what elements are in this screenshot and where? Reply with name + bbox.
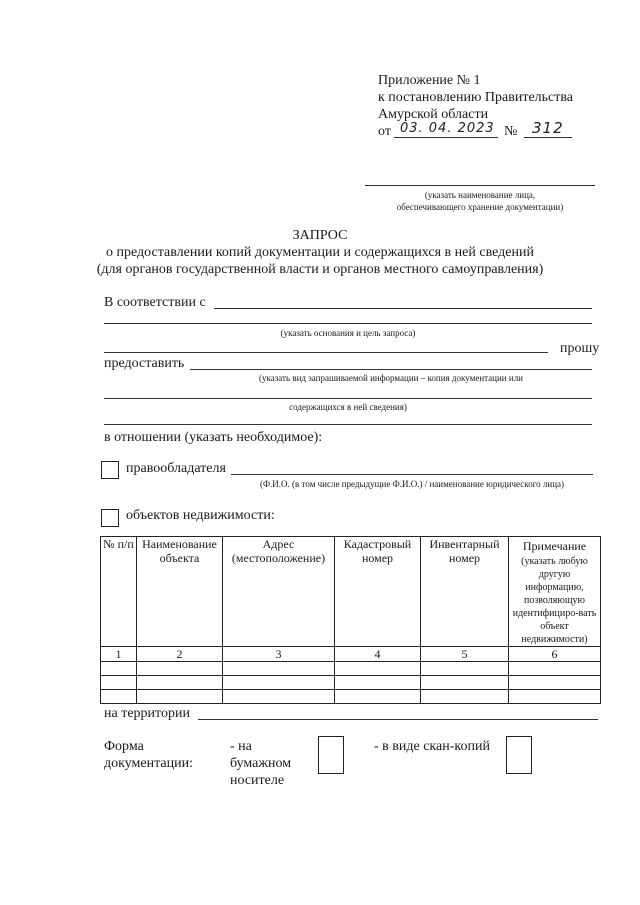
date-line xyxy=(394,137,498,138)
property-table xyxy=(100,536,601,704)
table-row xyxy=(101,676,601,690)
info-line-2[interactable] xyxy=(104,424,592,425)
form-label-2: документации: xyxy=(104,756,193,771)
paper-option-3: носителе xyxy=(230,773,285,788)
holder-hint: (Ф.И.О. (в том числе предыдущие Ф.И.О.) / наименование юридического лица) xyxy=(259,479,565,489)
recipient-line xyxy=(365,185,595,186)
doc-title: ЗАПРОС xyxy=(292,228,348,243)
col-index-3: 3 xyxy=(223,647,335,662)
holder-checkbox[interactable] xyxy=(101,461,119,479)
col-index-4: 4 xyxy=(335,647,421,662)
property-label: объектов недвижимости: xyxy=(126,508,275,523)
regarding-label: в отношении (указать необходимое): xyxy=(104,430,323,445)
number-prefix: № xyxy=(504,124,518,139)
col-header-number: № п/п xyxy=(101,537,137,647)
form-label-1: Форма xyxy=(104,739,144,754)
col-header-address: Адрес (местоположение) xyxy=(223,537,335,647)
basis-line-2[interactable] xyxy=(104,352,548,353)
col-index-2: 2 xyxy=(137,647,223,662)
col-header-cadastral: Кадастровый номер xyxy=(335,537,421,647)
col-header-note-cell xyxy=(509,537,601,647)
number-line xyxy=(524,137,572,138)
recipient-hint-2: обеспечивающего хранение документации) xyxy=(396,202,564,212)
accordance-label: В соответствии с xyxy=(104,295,206,310)
col-header-note-detail: (указать любую другую информацию, позволяющую идентифициро-вать объект недвижимости) xyxy=(512,556,597,645)
provide-line[interactable] xyxy=(190,369,592,370)
info-hint-1: (указать вид запрашиваемой информации – копия документации или xyxy=(258,373,523,383)
provide-label: предоставить xyxy=(104,356,185,371)
recipient-hint-1: (указать наименование лица, xyxy=(424,190,536,200)
number-value: 312 xyxy=(532,119,564,137)
territory-line[interactable] xyxy=(198,719,598,720)
scan-option: - в виде скан-копий xyxy=(374,739,490,754)
paper-checkbox[interactable] xyxy=(318,736,344,774)
accordance-line[interactable] xyxy=(214,308,592,309)
basis-line[interactable] xyxy=(104,323,592,324)
table-row xyxy=(101,662,601,676)
region-name: Амурской области xyxy=(378,107,489,122)
col-index-1: 1 xyxy=(101,647,137,662)
resolution-reference: к постановлению Правительства xyxy=(378,90,574,105)
date-prefix: от xyxy=(378,124,391,139)
appendix-number: Приложение № 1 xyxy=(378,73,481,88)
request-word: прошу xyxy=(560,341,600,356)
basis-hint: (указать основания и цель запроса) xyxy=(280,328,416,338)
property-checkbox[interactable] xyxy=(101,509,119,527)
info-hint-2: содержащихся в ней сведения) xyxy=(289,402,407,412)
paper-option-2: бумажном xyxy=(230,756,292,771)
col-index-5: 5 xyxy=(421,647,509,662)
territory-label: на территории xyxy=(104,706,190,721)
holder-label: правообладателя xyxy=(126,461,226,476)
table-row xyxy=(101,690,601,704)
paper-option-1: - на xyxy=(230,739,252,754)
holder-line[interactable] xyxy=(231,474,593,475)
doc-subtitle: о предоставлении копий документации и содержащихся в ней сведений xyxy=(106,245,534,260)
info-line[interactable] xyxy=(104,398,592,399)
col-header-name: Наименование объекта xyxy=(137,537,223,647)
col-header-note: Примечание xyxy=(522,539,587,553)
col-index-6: 6 xyxy=(509,647,601,662)
doc-subtitle-note: (для органов государственной власти и органов местного самоуправления) xyxy=(96,262,544,277)
scan-checkbox[interactable] xyxy=(506,736,532,774)
date-value: 03. 04. 2023 xyxy=(400,121,495,136)
col-header-inventory: Инвентарный номер xyxy=(421,537,509,647)
